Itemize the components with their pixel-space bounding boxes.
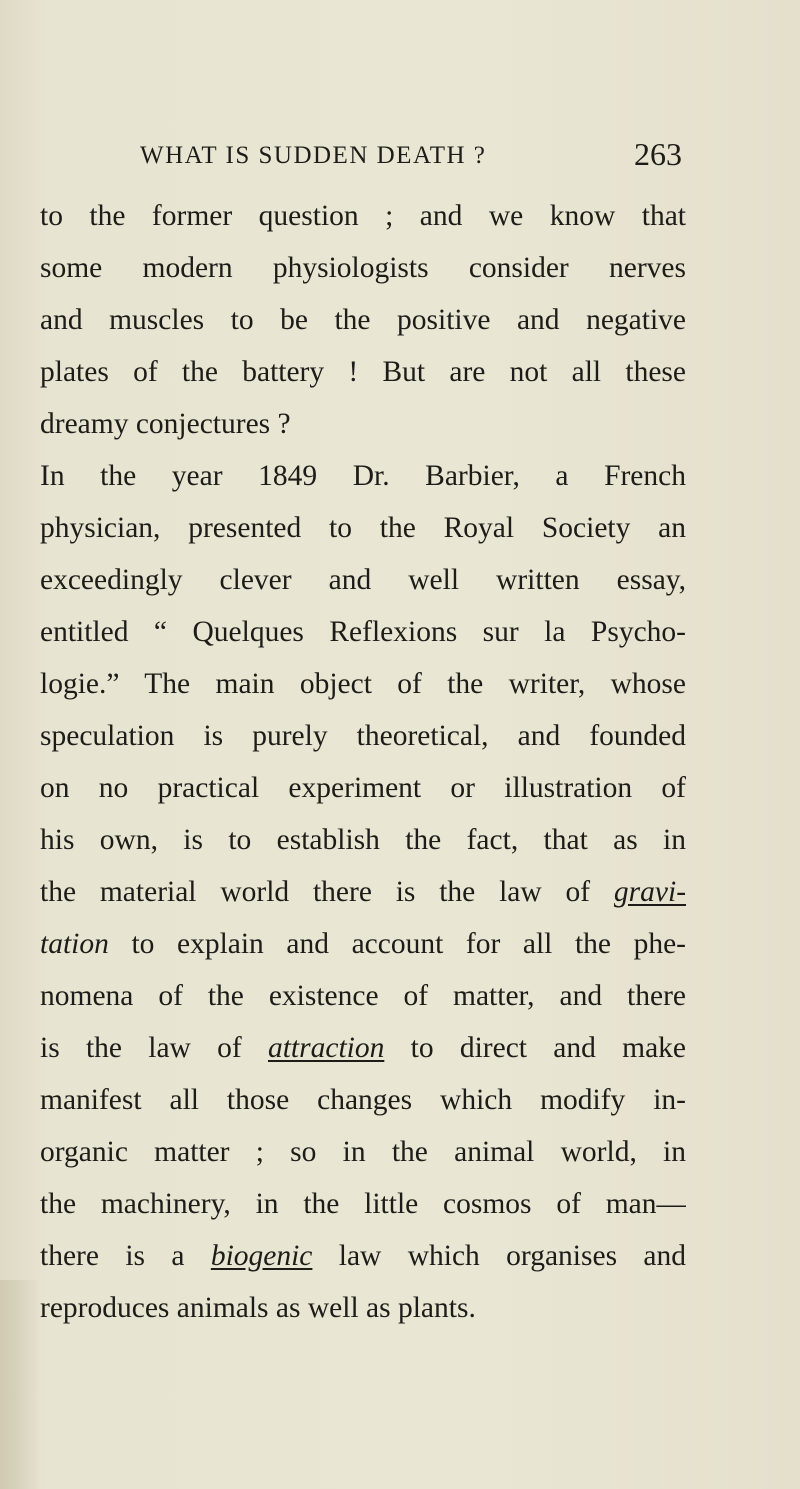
text-line: dreamy conjectures ? [40, 408, 291, 440]
text-line: reproduces animals as well as plants. [40, 1292, 476, 1324]
text-segment: there is a [40, 1240, 185, 1272]
running-head: WHAT IS SUDDEN DEATH ? [140, 142, 487, 169]
text-line: nomena of the existence of matter, and there [40, 980, 686, 1012]
text-line: physician, presented to the Royal Society an [40, 512, 686, 544]
text-line: some modern physiologists consider nerves [40, 252, 686, 284]
text-line: speculation is purely theoretical, and founded [40, 720, 686, 752]
text-segment: to direct and make [410, 1032, 686, 1064]
page-number: 263 [634, 136, 682, 172]
text-line: manifest all those changes which modify in- [40, 1084, 686, 1116]
text-line: organic matter ; so in the animal world, in [40, 1136, 686, 1168]
italic-term: biogenic [210, 1240, 313, 1272]
italic-term: gravi- [613, 876, 686, 908]
italic-term: attraction [267, 1032, 385, 1064]
text-line: entitled “ Quelques Reflexions sur la Psycho- [40, 616, 686, 648]
text-line: In the year 1849 Dr. Barbier, a French [40, 460, 686, 492]
text-line: logie.” The main object of the writer, whose [40, 668, 686, 700]
text-line: exceedingly clever and well written essay, [40, 564, 686, 596]
text-segment: the material world there is the law of [40, 876, 591, 908]
page-edge-shadow [0, 1280, 40, 1489]
page-body [40, 190, 686, 1334]
text-segment: is the law of [40, 1032, 242, 1064]
text-line [40, 1022, 686, 1074]
text-line [40, 918, 686, 970]
text-segment: to explain and account for all the phe- [131, 928, 686, 960]
text-line: on no practical experiment or illustration of [40, 772, 686, 804]
text-line: plates of the battery ! But are not all these [40, 356, 686, 388]
text-line: his own, is to establish the fact, that as in [40, 824, 686, 856]
text-line [40, 866, 686, 918]
text-line [40, 1230, 686, 1282]
italic-term: tation [40, 928, 109, 960]
text-line: and muscles to be the positive and negative [40, 304, 686, 336]
text-line: to the former question ; and we know that [40, 200, 686, 232]
text-line: the machinery, in the little cosmos of man— [40, 1188, 686, 1220]
text-segment: law which organises and [338, 1240, 686, 1272]
